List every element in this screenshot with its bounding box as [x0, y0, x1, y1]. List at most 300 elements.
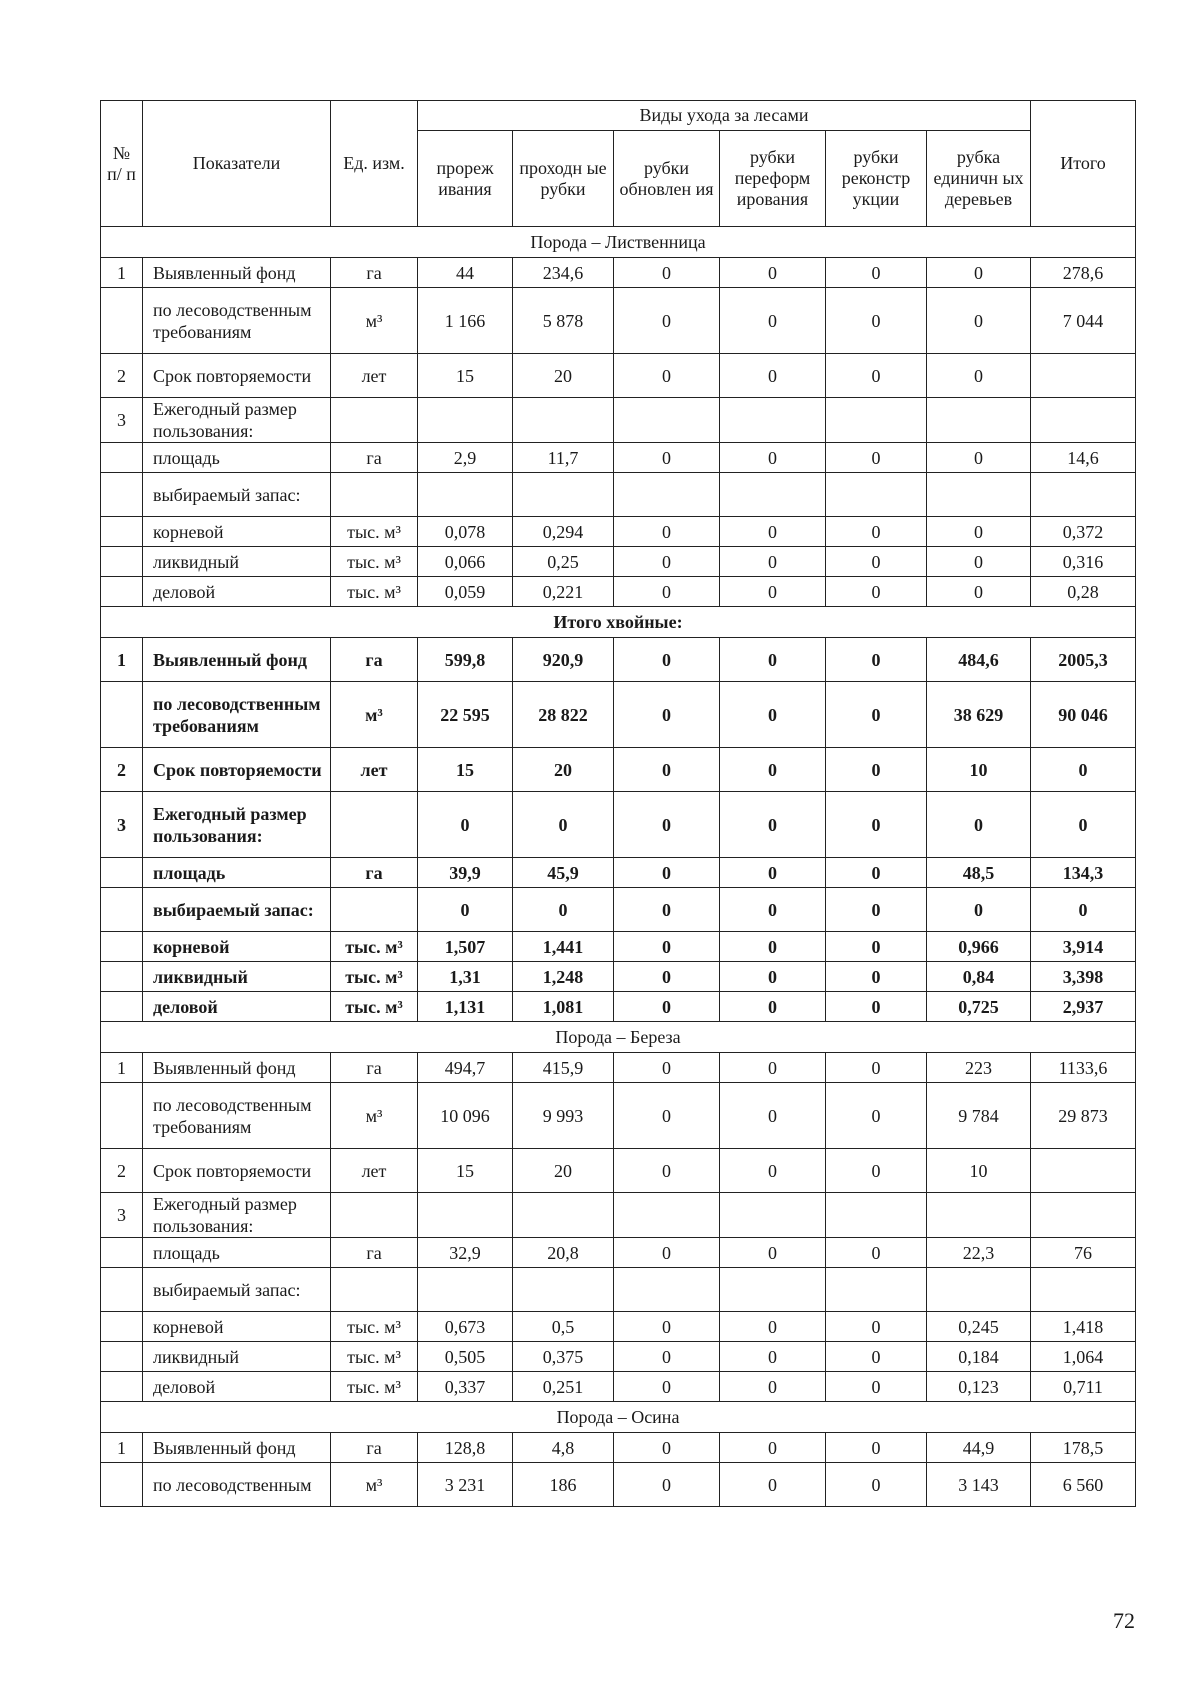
header-type-renewal-cut: рубки обновлен ия — [614, 131, 720, 227]
row-value: 0 — [720, 354, 826, 398]
row-label: корневой — [143, 1312, 331, 1342]
row-value: 0 — [720, 682, 826, 748]
row-value — [1031, 1149, 1136, 1193]
table-row — [101, 1463, 1136, 1507]
header-type-passage-cut: проходн ые рубки — [513, 131, 614, 227]
row-value: 0 — [614, 1433, 720, 1463]
row-value: 0 — [720, 888, 826, 932]
row-label: Срок повторяемости — [143, 354, 331, 398]
row-value: 0,245 — [927, 1312, 1031, 1342]
forest-care-table — [100, 100, 1136, 1507]
row-label: Выявленный фонд — [143, 1053, 331, 1083]
row-value: 0 — [720, 258, 826, 288]
row-number — [101, 517, 143, 547]
row-value: 3 143 — [927, 1463, 1031, 1507]
row-unit: га — [331, 443, 418, 473]
row-value: 0 — [614, 932, 720, 962]
row-label: выбираемый запас: — [143, 1268, 331, 1312]
row-value: 0 — [418, 792, 513, 858]
table-row — [101, 258, 1136, 288]
row-value: 0 — [826, 547, 927, 577]
row-value: 0,966 — [927, 932, 1031, 962]
row-value: 14,6 — [1031, 443, 1136, 473]
row-value: 0 — [826, 888, 927, 932]
row-value: 76 — [1031, 1238, 1136, 1268]
row-value: 44,9 — [927, 1433, 1031, 1463]
row-label: по лесоводственным требованиям — [143, 288, 331, 354]
row-value — [720, 1193, 826, 1238]
row-value: 0 — [614, 1053, 720, 1083]
header-type-reconstruction-cut: рубки реконстр укции — [826, 131, 927, 227]
row-number — [101, 1372, 143, 1402]
row-value: 38 629 — [927, 682, 1031, 748]
row-value: 90 046 — [1031, 682, 1136, 748]
row-number — [101, 577, 143, 607]
row-value: 0 — [826, 932, 927, 962]
row-value: 20 — [513, 1149, 614, 1193]
row-value: 0,251 — [513, 1372, 614, 1402]
table-row — [101, 888, 1136, 932]
row-value — [720, 1268, 826, 1312]
row-value: 0 — [826, 517, 927, 547]
row-value: 1,507 — [418, 932, 513, 962]
row-value: 278,6 — [1031, 258, 1136, 288]
table-row — [101, 638, 1136, 682]
row-value: 1 166 — [418, 288, 513, 354]
row-number: 1 — [101, 1433, 143, 1463]
row-value: 0 — [720, 1372, 826, 1402]
row-label: ликвидный — [143, 547, 331, 577]
row-value — [720, 398, 826, 443]
row-value: 0,711 — [1031, 1372, 1136, 1402]
row-value: 0 — [826, 1238, 927, 1268]
row-value: 4,8 — [513, 1433, 614, 1463]
row-value: 0 — [418, 888, 513, 932]
row-value — [513, 1193, 614, 1238]
row-label: деловой — [143, 577, 331, 607]
row-value — [418, 1193, 513, 1238]
row-value: 0 — [927, 443, 1031, 473]
row-value — [927, 1193, 1031, 1238]
section-title: Порода – Лиственница — [101, 227, 1136, 258]
row-value: 178,5 — [1031, 1433, 1136, 1463]
header-type-reforming-cut: рубки переформ ирования — [720, 131, 826, 227]
row-value: 0 — [614, 1342, 720, 1372]
row-label: площадь — [143, 858, 331, 888]
row-value: 0 — [513, 792, 614, 858]
row-unit: м³ — [331, 682, 418, 748]
row-value: 0 — [720, 1312, 826, 1342]
row-label: по лесоводственным требованиям — [143, 682, 331, 748]
row-value: 0 — [826, 682, 927, 748]
row-value: 0 — [720, 638, 826, 682]
row-value: 0 — [614, 577, 720, 607]
row-value: 0,316 — [1031, 547, 1136, 577]
row-number — [101, 473, 143, 517]
row-value: 186 — [513, 1463, 614, 1507]
row-value: 0 — [1031, 792, 1136, 858]
row-unit — [331, 1268, 418, 1312]
row-value: 0 — [826, 443, 927, 473]
row-number — [101, 962, 143, 992]
row-label: площадь — [143, 1238, 331, 1268]
row-value: 0,066 — [418, 547, 513, 577]
row-value: 0 — [826, 1372, 927, 1402]
header-total: Итого — [1031, 101, 1136, 227]
row-value: 0 — [720, 1342, 826, 1372]
row-value: 0,059 — [418, 577, 513, 607]
row-value: 0 — [720, 932, 826, 962]
row-value: 10 — [927, 748, 1031, 792]
table-row — [101, 962, 1136, 992]
table-row — [101, 682, 1136, 748]
row-value: 22 595 — [418, 682, 513, 748]
row-number: 3 — [101, 792, 143, 858]
row-value: 15 — [418, 748, 513, 792]
row-value: 20 — [513, 354, 614, 398]
row-value: 0 — [720, 1149, 826, 1193]
row-unit — [331, 473, 418, 517]
row-number — [101, 858, 143, 888]
row-value: 0 — [826, 354, 927, 398]
row-value: 484,6 — [927, 638, 1031, 682]
row-value: 0 — [614, 1312, 720, 1342]
row-value: 5 878 — [513, 288, 614, 354]
row-value: 0 — [720, 547, 826, 577]
row-label: Срок повторяемости — [143, 1149, 331, 1193]
row-value: 0 — [720, 288, 826, 354]
row-value — [1031, 1193, 1136, 1238]
table-row — [101, 858, 1136, 888]
row-value — [513, 1268, 614, 1312]
row-value: 0 — [826, 288, 927, 354]
row-value: 0 — [826, 1312, 927, 1342]
row-number — [101, 1463, 143, 1507]
row-value — [614, 398, 720, 443]
row-value: 0 — [720, 1083, 826, 1149]
row-value: 15 — [418, 1149, 513, 1193]
row-value: 10 — [927, 1149, 1031, 1193]
row-value — [1031, 473, 1136, 517]
row-value: 0,28 — [1031, 577, 1136, 607]
row-value: 0,725 — [927, 992, 1031, 1022]
table-row — [101, 1238, 1136, 1268]
row-value: 6 560 — [1031, 1463, 1136, 1507]
row-value — [418, 1268, 513, 1312]
table-row — [101, 1372, 1136, 1402]
row-label: Ежегодный размер пользования: — [143, 792, 331, 858]
row-value: 0 — [614, 443, 720, 473]
row-value: 48,5 — [927, 858, 1031, 888]
row-value: 0 — [614, 288, 720, 354]
row-label: по лесоводственным требованиям — [143, 1083, 331, 1149]
row-value: 0 — [826, 962, 927, 992]
row-value: 0 — [614, 354, 720, 398]
row-unit: м³ — [331, 1083, 418, 1149]
row-value: 128,8 — [418, 1433, 513, 1463]
row-unit: га — [331, 1433, 418, 1463]
row-unit: га — [331, 638, 418, 682]
row-unit: га — [331, 858, 418, 888]
row-value: 0 — [720, 577, 826, 607]
row-value: 1,064 — [1031, 1342, 1136, 1372]
row-label: деловой — [143, 1372, 331, 1402]
table-row — [101, 792, 1136, 858]
row-label: Ежегодный размер пользования: — [143, 398, 331, 443]
table-row — [101, 748, 1136, 792]
row-unit — [331, 398, 418, 443]
row-value: 0 — [720, 1463, 826, 1507]
header-indicators: Показатели — [143, 101, 331, 227]
table-row — [101, 577, 1136, 607]
row-value: 0 — [614, 517, 720, 547]
row-label: по лесоводственным — [143, 1463, 331, 1507]
row-value: 0 — [614, 638, 720, 682]
row-value — [927, 473, 1031, 517]
row-value: 0 — [614, 792, 720, 858]
row-value: 0 — [720, 443, 826, 473]
row-unit: тыс. м³ — [331, 1342, 418, 1372]
row-label: Выявленный фонд — [143, 1433, 331, 1463]
row-value: 494,7 — [418, 1053, 513, 1083]
row-unit: тыс. м³ — [331, 1312, 418, 1342]
row-value: 3,398 — [1031, 962, 1136, 992]
row-value — [1031, 354, 1136, 398]
row-value: 0,375 — [513, 1342, 614, 1372]
row-number — [101, 1312, 143, 1342]
row-label: Ежегодный размер пользования: — [143, 1193, 331, 1238]
row-value: 28 822 — [513, 682, 614, 748]
row-number — [101, 992, 143, 1022]
row-value — [826, 1193, 927, 1238]
row-unit: лет — [331, 748, 418, 792]
row-value: 0 — [720, 1238, 826, 1268]
row-number: 3 — [101, 398, 143, 443]
table-row — [101, 1312, 1136, 1342]
section-row — [101, 607, 1136, 638]
table-row — [101, 473, 1136, 517]
row-value: 0 — [826, 1342, 927, 1372]
table-row — [101, 1149, 1136, 1193]
row-value: 9 784 — [927, 1083, 1031, 1149]
row-value: 0,337 — [418, 1372, 513, 1402]
row-number — [101, 1268, 143, 1312]
row-number — [101, 443, 143, 473]
row-value: 0 — [614, 258, 720, 288]
row-value — [1031, 1268, 1136, 1312]
row-number: 2 — [101, 1149, 143, 1193]
table-row — [101, 354, 1136, 398]
row-value: 0,5 — [513, 1312, 614, 1342]
row-label: ликвидный — [143, 962, 331, 992]
row-value: 0 — [826, 638, 927, 682]
row-value: 0 — [927, 888, 1031, 932]
row-label: выбираемый запас: — [143, 888, 331, 932]
row-value: 29 873 — [1031, 1083, 1136, 1149]
row-label: корневой — [143, 932, 331, 962]
row-number — [101, 288, 143, 354]
row-value: 599,8 — [418, 638, 513, 682]
table-row — [101, 1268, 1136, 1312]
row-value — [513, 398, 614, 443]
row-value: 39,9 — [418, 858, 513, 888]
row-label: Выявленный фонд — [143, 258, 331, 288]
header-num: № п/ п — [101, 101, 143, 227]
row-value — [1031, 398, 1136, 443]
row-value: 1,441 — [513, 932, 614, 962]
header-unit: Ед. изм. — [331, 101, 418, 227]
row-value: 0 — [614, 962, 720, 992]
row-number: 2 — [101, 354, 143, 398]
row-value: 1,131 — [418, 992, 513, 1022]
row-number — [101, 1083, 143, 1149]
row-value: 0 — [614, 682, 720, 748]
row-value: 0,078 — [418, 517, 513, 547]
row-value: 0 — [614, 1372, 720, 1402]
row-label: корневой — [143, 517, 331, 547]
row-value: 1,31 — [418, 962, 513, 992]
header-types-title: Виды ухода за лесами — [418, 101, 1031, 131]
table-row — [101, 443, 1136, 473]
row-value: 0 — [720, 517, 826, 547]
row-value — [720, 473, 826, 517]
row-value: 0,372 — [1031, 517, 1136, 547]
row-value — [927, 1268, 1031, 1312]
row-value — [614, 1193, 720, 1238]
row-value: 10 096 — [418, 1083, 513, 1149]
row-value: 0 — [720, 1433, 826, 1463]
row-value: 20 — [513, 748, 614, 792]
table-row — [101, 1342, 1136, 1372]
row-value: 0,505 — [418, 1342, 513, 1372]
row-value: 0,673 — [418, 1312, 513, 1342]
row-value: 0 — [614, 1149, 720, 1193]
row-value: 2,9 — [418, 443, 513, 473]
row-value: 0 — [927, 517, 1031, 547]
table-row — [101, 547, 1136, 577]
table-row — [101, 517, 1136, 547]
row-label: деловой — [143, 992, 331, 1022]
row-number — [101, 547, 143, 577]
header-row-top — [101, 101, 1136, 131]
row-value — [927, 398, 1031, 443]
row-value — [513, 473, 614, 517]
row-unit: м³ — [331, 288, 418, 354]
row-value: 0 — [826, 1053, 927, 1083]
row-value: 0,184 — [927, 1342, 1031, 1372]
row-value: 134,3 — [1031, 858, 1136, 888]
row-value: 0 — [720, 792, 826, 858]
row-value: 0 — [927, 258, 1031, 288]
row-unit: м³ — [331, 1463, 418, 1507]
table-row — [101, 398, 1136, 443]
row-value: 0 — [720, 1053, 826, 1083]
row-number — [101, 682, 143, 748]
row-value: 0 — [1031, 888, 1136, 932]
row-value: 0 — [927, 354, 1031, 398]
row-label: площадь — [143, 443, 331, 473]
row-value: 0 — [614, 888, 720, 932]
row-value: 11,7 — [513, 443, 614, 473]
row-value: 0 — [614, 992, 720, 1022]
row-value: 3 231 — [418, 1463, 513, 1507]
row-unit: лет — [331, 354, 418, 398]
row-value: 0 — [927, 577, 1031, 607]
section-title: Порода – Береза — [101, 1022, 1136, 1053]
row-value: 0 — [826, 258, 927, 288]
row-value: 7 044 — [1031, 288, 1136, 354]
row-value — [826, 473, 927, 517]
row-number: 1 — [101, 638, 143, 682]
row-value: 0 — [614, 1238, 720, 1268]
table-row — [101, 1053, 1136, 1083]
row-unit: тыс. м³ — [331, 992, 418, 1022]
row-unit — [331, 1193, 418, 1238]
section-row — [101, 1402, 1136, 1433]
table-row — [101, 1193, 1136, 1238]
row-unit: тыс. м³ — [331, 517, 418, 547]
row-unit: тыс. м³ — [331, 962, 418, 992]
row-value: 1,418 — [1031, 1312, 1136, 1342]
row-unit: га — [331, 1238, 418, 1268]
row-value: 44 — [418, 258, 513, 288]
row-number — [101, 1342, 143, 1372]
row-value — [418, 398, 513, 443]
section-title: Итого хвойные: — [101, 607, 1136, 638]
row-value: 0 — [927, 792, 1031, 858]
row-label: выбираемый запас: — [143, 473, 331, 517]
row-value: 0 — [614, 1463, 720, 1507]
table-body — [101, 101, 1136, 1507]
header-type-single-tree-cut: рубка единичн ых деревьев — [927, 131, 1031, 227]
row-number — [101, 932, 143, 962]
page-number: 72 — [1113, 1608, 1135, 1633]
section-title: Порода – Осина — [101, 1402, 1136, 1433]
section-row — [101, 1022, 1136, 1053]
row-value: 0 — [826, 1149, 927, 1193]
row-value: 0 — [826, 1463, 927, 1507]
row-value: 0 — [1031, 748, 1136, 792]
section-row — [101, 227, 1136, 258]
row-unit — [331, 888, 418, 932]
row-unit: тыс. м³ — [331, 547, 418, 577]
row-label: Срок повторяемости — [143, 748, 331, 792]
table-row — [101, 932, 1136, 962]
table-row — [101, 1433, 1136, 1463]
row-unit: га — [331, 1053, 418, 1083]
table-row — [101, 1083, 1136, 1149]
row-value: 0 — [826, 1433, 927, 1463]
row-value: 32,9 — [418, 1238, 513, 1268]
row-unit: тыс. м³ — [331, 1372, 418, 1402]
row-value: 2005,3 — [1031, 638, 1136, 682]
row-unit: тыс. м³ — [331, 577, 418, 607]
row-value: 0,123 — [927, 1372, 1031, 1402]
row-number: 2 — [101, 748, 143, 792]
row-number — [101, 1238, 143, 1268]
row-value — [418, 473, 513, 517]
row-value: 0 — [927, 547, 1031, 577]
row-value: 415,9 — [513, 1053, 614, 1083]
row-value: 1133,6 — [1031, 1053, 1136, 1083]
row-value: 0 — [826, 858, 927, 888]
row-value: 15 — [418, 354, 513, 398]
row-value: 0 — [614, 748, 720, 792]
row-value: 0 — [826, 1083, 927, 1149]
row-number: 1 — [101, 1053, 143, 1083]
row-value: 0 — [720, 858, 826, 888]
row-value: 0 — [614, 1083, 720, 1149]
